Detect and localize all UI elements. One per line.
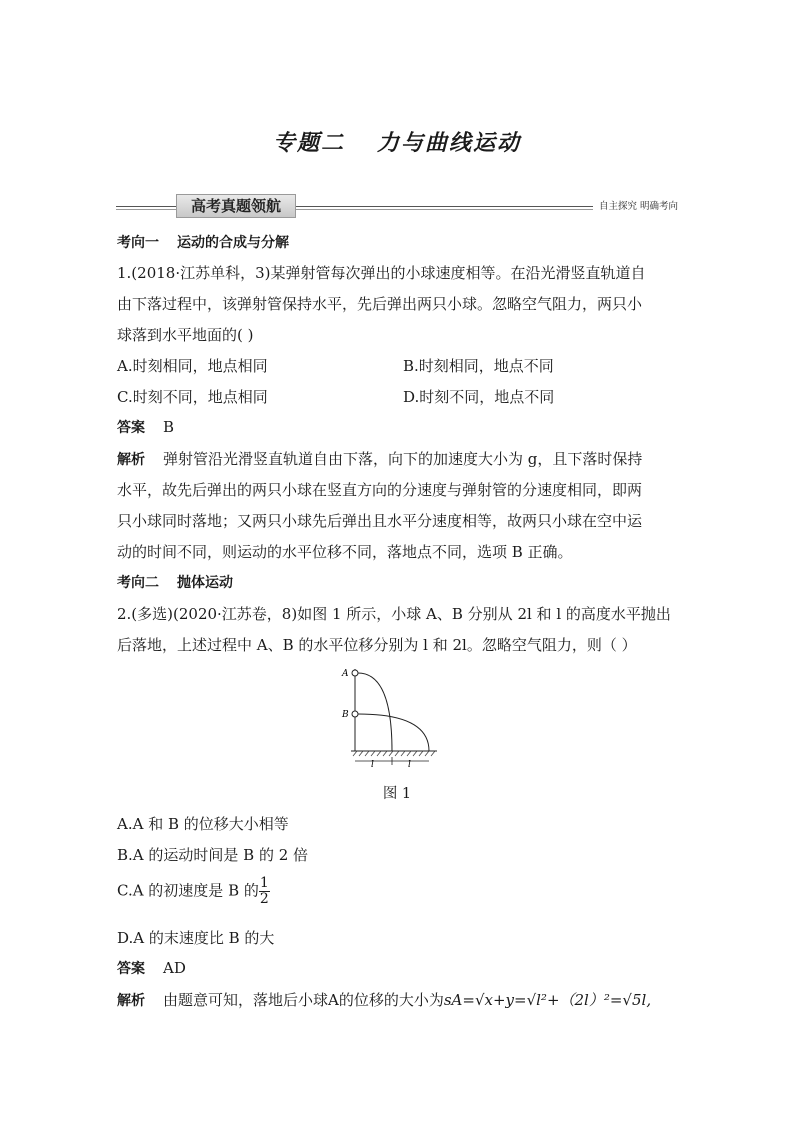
q2-heading-label: 考向二: [117, 575, 159, 591]
q1-heading: [117, 232, 289, 252]
q1-analysis-3: 只小球同时落地；又两只小球先后弹出且水平分速度相等，故两只小球在空中运: [117, 512, 643, 530]
q2-option-a: A.A 和 B 的位移大小相等: [117, 815, 289, 833]
page-title: [0, 126, 794, 157]
label-b: B: [342, 710, 349, 720]
ball-a: [352, 670, 358, 676]
q1-heading-text: 运动的合成与分解: [177, 235, 289, 251]
q1-analysis-2: 水平，故先后弹出的两只小球在竖直方向的分速度与弹射管的分速度相同，即两: [117, 481, 643, 499]
q2-heading: [117, 572, 233, 592]
q1-option-a: A.时刻相同，地点相同: [117, 357, 268, 375]
projectile-diagram: [337, 661, 447, 769]
q2-option-b: B.A 的运动时间是 B 的 2 倍: [117, 846, 309, 864]
q2-analysis-text: 由题意可知，落地后小球A的位移的大小为: [163, 991, 444, 1009]
projectile-figure: [337, 661, 447, 773]
ground-hatching: [353, 751, 435, 756]
fraction-denominator: 2: [259, 891, 269, 907]
section-banner: [116, 194, 678, 218]
title-part2: 力与曲线运动: [377, 131, 522, 156]
figure-caption: 图 1: [382, 786, 412, 802]
q2-analysis: [117, 989, 651, 1010]
banner-subtitle: 自主探究 明确考向: [593, 198, 678, 212]
dim-label-1: l: [371, 760, 374, 769]
q1-analysis-1: [117, 448, 642, 469]
q1-answer-value: B: [163, 418, 175, 436]
banner-tab: 高考真题领航: [176, 194, 296, 218]
q2-option-d: D.A 的末速度比 B 的大: [117, 929, 275, 947]
q1-option-d: D.时刻不同，地点不同: [403, 388, 555, 406]
fraction-numerator: 1: [259, 875, 269, 891]
q2-option-c-text: C.A 的初速度是 B 的: [117, 881, 259, 900]
q1-option-b: B.时刻相同，地点不同: [403, 357, 554, 375]
q2-answer-value: AD: [163, 959, 186, 977]
q1-line-1: 1.(2018·江苏单科，3)某弹射管每次弹出的小球速度相等。在沿光滑竖直轨道自: [117, 264, 646, 282]
q2-answer: [117, 958, 186, 978]
trajectory-b: [358, 714, 429, 751]
q1-heading-label: 考向一: [117, 235, 159, 251]
trajectory-a: [358, 673, 392, 751]
q1-line-2: 由下落过程中，该弹射管保持水平，先后弹出两只小球。忽略空气阻力，两只小: [117, 295, 643, 313]
q1-option-c: C.时刻不同，地点相同: [117, 388, 268, 406]
q1-answer: [117, 417, 174, 437]
q1-analysis-4: 动的时间不同，则运动的水平位移不同，落地点不同，选项 B 正确。: [117, 543, 573, 561]
title-part1: 专题二: [272, 131, 345, 156]
q2-line-2: 后落地，上述过程中 A、B 的水平位移分别为 l 和 2l。忽略空气阻力，则（ ）: [117, 636, 637, 654]
q1-answer-label: 答案: [117, 420, 145, 436]
label-a: A: [342, 669, 349, 679]
dim-label-2: l: [408, 760, 411, 769]
q1-analysis-label: 解析: [117, 452, 145, 468]
q1-analysis-text-1: 弹射管沿光滑竖直轨道自由下落，向下的加速度大小为 g，且下落时保持: [163, 450, 643, 468]
ball-b: [352, 711, 358, 717]
q2-option-c: [117, 876, 270, 907]
q2-analysis-label: 解析: [117, 993, 145, 1009]
q2-answer-label: 答案: [117, 961, 145, 977]
q2-analysis-formula: sA=√x+y=√l²+（2l）²=√5l,: [443, 991, 652, 1009]
q2-line-1: 2.(多选)(2020·江苏卷，8)如图 1 所示，小球 A、B 分别从 2l 和 l 的高度水平抛出: [117, 605, 671, 623]
q2-heading-text: 抛体运动: [177, 575, 233, 591]
fraction: [259, 876, 270, 907]
q1-line-3: 球落到水平地面的( ): [117, 326, 254, 344]
